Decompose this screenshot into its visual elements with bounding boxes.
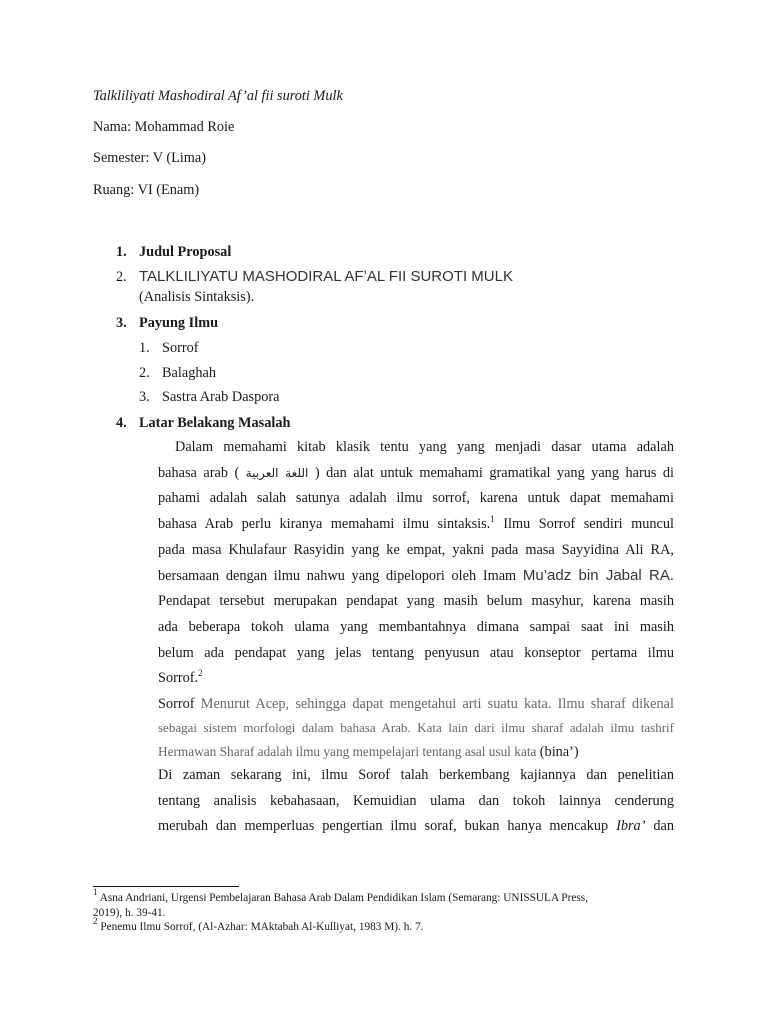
list-number: 3. bbox=[116, 315, 127, 331]
italic-term: Ibra’ bbox=[616, 818, 646, 835]
text-line: belum ada pendapat yang jelas tentang penyusun atau konseptor pertama ilmu bbox=[158, 644, 674, 661]
text-line bbox=[158, 461, 674, 487]
text-line bbox=[158, 563, 674, 589]
arabic-text: اللغة العربية bbox=[245, 465, 309, 480]
author-name: Nama: Mohammad Roie bbox=[93, 119, 235, 135]
text-line bbox=[158, 512, 674, 538]
footnote-separator bbox=[93, 886, 239, 887]
text-line: Dalam memahami kitab klasik tentu yang yang menjadi dasar utama adalah bbox=[175, 439, 674, 455]
sublist-number: 2. bbox=[139, 365, 150, 381]
sublist-number: 3. bbox=[139, 389, 150, 405]
footnote-ref[interactable]: 1 bbox=[490, 514, 495, 525]
list-label: Latar Belakang Masalah bbox=[139, 415, 291, 431]
room-info: Ruang: VI (Enam) bbox=[93, 182, 200, 198]
list-number: 1. bbox=[116, 244, 127, 260]
paragraph-modern bbox=[158, 763, 674, 840]
list-number: 4. bbox=[116, 415, 127, 431]
footnote-text: Asna Andriani, Urgensi Pembelajaran Bahasa Arab Dalam Pendidikan Islam (Semarang: UNISSULA Press, bbox=[97, 892, 588, 904]
text-span: bahasa Arab perlu kiranya memahami ilmu sintaksis. bbox=[158, 516, 491, 533]
text-line: ada beberapa tokoh ulama yang membantahnya dimana sampai saat ini masih bbox=[158, 618, 674, 635]
footnote-mark: 2 bbox=[93, 916, 98, 926]
sublist-label: Sastra Arab Daspora bbox=[162, 389, 280, 405]
text-span: Hermawan Sharaf adalah ilmu yang mempelajari tentang asal usul kata bbox=[158, 744, 540, 759]
list-item-judul bbox=[0, 269, 768, 309]
text-line bbox=[158, 666, 674, 692]
text-span: merubah dan memperluas pengertian ilmu soraf, bukan hanya mencakup bbox=[158, 818, 617, 835]
text-line: tentang analisis kebahasaan, Kemuidian ulama dan tokoh lainnya cenderung bbox=[158, 792, 674, 809]
text-span: bersamaan dengan ilmu nahwu yang dipelopori oleh Imam bbox=[158, 568, 523, 585]
text-span: bahasa arab ( bbox=[158, 464, 246, 481]
sublist-label: Sorrof bbox=[162, 340, 199, 356]
text-span: Sorrof. bbox=[158, 670, 199, 687]
imam-name: Mu’adz bin Jabal RA. bbox=[522, 567, 674, 585]
text-line: pahami adalah salah satunya adalah ilmu sorrof, karena untuk dapat memahami bbox=[158, 490, 674, 507]
paragraph-sorrof bbox=[158, 692, 674, 764]
proposal-subtitle: (Analisis Sintaksis). bbox=[139, 289, 255, 305]
text-line bbox=[158, 814, 674, 840]
text-span: ) dan alat untuk memahami gramatikal yang yang harus di bbox=[308, 464, 675, 481]
text-line: Di zaman sekarang ini, ilmu Sorof talah berkembang kajiannya dan penelitian bbox=[158, 767, 674, 783]
text-line bbox=[158, 692, 674, 716]
text-span: dan bbox=[645, 818, 675, 835]
footnote-ref[interactable]: 2 bbox=[198, 668, 203, 679]
list-number: 2. bbox=[116, 269, 127, 285]
sublist-number: 1. bbox=[139, 340, 150, 356]
text-line: sebagai sistem morfologi dalam bahasa Arab. Kata lain dari ilmu sharaf adalah ilmu tashrif bbox=[158, 720, 674, 735]
text-span: Sorrof bbox=[158, 696, 201, 712]
list-label: Judul Proposal bbox=[139, 244, 232, 260]
footnote-1 bbox=[93, 887, 653, 920]
semester-info: Semester: V (Lima) bbox=[93, 150, 207, 166]
sublist-label: Balaghah bbox=[162, 365, 216, 381]
paragraph-background bbox=[158, 435, 674, 692]
text-span: Ilmu Sorrof sendiri muncul bbox=[494, 516, 674, 533]
document-title: Talkliliyati Mashodiral Af’al fii suroti Mulk bbox=[93, 88, 343, 104]
proposal-title: TALKLILIYATU MASHODIRAL AF’AL FII SUROTI MULK bbox=[139, 268, 513, 285]
text-line: Pendapat tersebut merupakan pendapat yang masih belum masyhur, karena masih bbox=[158, 593, 674, 610]
footnote-text: 2019), h. 39-41. bbox=[93, 906, 166, 919]
text-line bbox=[158, 740, 674, 764]
text-span: (bina’) bbox=[539, 744, 579, 760]
footnote-2 bbox=[93, 916, 653, 935]
footnote-text: Penemu Ilmu Sorrof, (Al-Azhar: MAktabah Al-Kulliyat, 1983 M). h. 7. bbox=[97, 921, 424, 933]
text-line: pada masa Khulafaur Rasyidin yang ke empat, yakni pada masa Sayyidina Ali RA, bbox=[158, 541, 674, 558]
list-label: Payung Ilmu bbox=[139, 315, 219, 331]
footnote-mark: 1 bbox=[93, 887, 98, 897]
text-span: Menurut Acep, sehingga dapat mengetahui arti suatu kata. Ilmu sharaf dikenal bbox=[200, 696, 674, 712]
